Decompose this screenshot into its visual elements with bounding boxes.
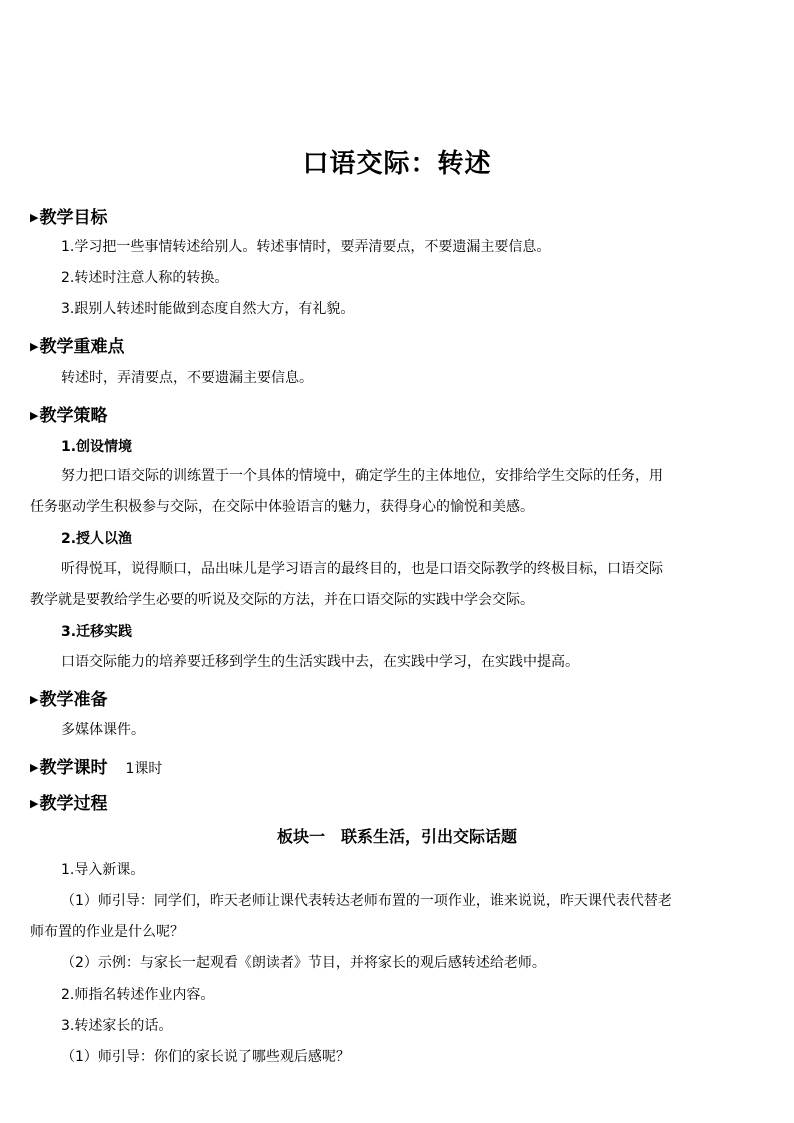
block-title: 板块一 联系生活，引出交际话题 — [276, 827, 517, 846]
strategy-sub-2: 2.授人以渔 — [61, 531, 133, 547]
prep-text: 多媒体课件。 — [61, 722, 145, 738]
triangle-bullet-icon: ▶ — [30, 340, 39, 353]
strategy-p3-line1: 口语交际能力的培养要迁移到学生的生活实践中去，在实践中学习，在实践中提高。 — [61, 654, 579, 670]
goal-item-2: 2.转述时注意人称的转换。 — [61, 270, 229, 286]
section-heading-goals: ▶教学目标 — [30, 208, 108, 228]
page-title: 口语交际：转述 — [302, 149, 492, 179]
section-heading-process: ▶教学过程 — [30, 794, 108, 814]
triangle-bullet-icon: ▶ — [30, 409, 39, 422]
triangle-bullet-icon: ▶ — [30, 797, 39, 810]
strategy-p2-line2: 教学就是要教给学生必要的听说及交际的方法，并在口语交际的实践中学会交际。 — [30, 592, 534, 608]
triangle-bullet-icon: ▶ — [30, 211, 39, 224]
key-text: 转述时，弄清要点，不要遗漏主要信息。 — [61, 370, 313, 386]
section-heading-strategy: ▶教学策略 — [30, 406, 108, 426]
process-line-3: （2）示例：与家长一起观看《朗读者》节目，并将家长的观后感转述给老师。 — [61, 955, 546, 971]
strategy-p1-line2: 任务驱动学生积极参与交际，在交际中体验语言的魅力，获得身心的愉悦和美感。 — [30, 499, 534, 515]
triangle-bullet-icon: ▶ — [30, 761, 39, 774]
process-line-2b: 师布置的作业是什么呢？ — [30, 924, 184, 940]
goal-item-1: 1.学习把一些事情转述给别人。转述事情时，要弄清要点，不要遗漏主要信息。 — [61, 239, 551, 255]
process-line-4: 2.师指名转述作业内容。 — [61, 987, 215, 1003]
process-line-1: 1.导入新课。 — [61, 862, 145, 878]
strategy-p2-line1: 听得悦耳，说得顺口，品出味儿是学习语言的最终目的，也是口语交际教学的终极目标，口语交际 — [61, 561, 663, 577]
strategy-sub-1: 1.创设情境 — [61, 439, 133, 455]
section-heading-hours: ▶教学课时 1课时 — [30, 758, 163, 778]
process-line-5: 3.转述家长的话。 — [61, 1018, 173, 1034]
section-heading-key: ▶教学重难点 — [30, 337, 125, 357]
process-line-6: （1）师引导：你们的家长说了哪些观后感呢？ — [61, 1049, 350, 1065]
process-line-2a: （1）师引导：同学们，昨天老师让课代表转达老师布置的一项作业，谁来说说，昨天课代表代替老 — [61, 893, 672, 909]
section-heading-prep: ▶教学准备 — [30, 690, 108, 710]
goal-item-3: 3.跟别人转述时能做到态度自然大方，有礼貌。 — [61, 301, 355, 317]
strategy-sub-3: 3.迁移实践 — [61, 624, 133, 640]
hours-value: 1课时 — [125, 761, 163, 777]
triangle-bullet-icon: ▶ — [30, 693, 39, 706]
strategy-p1-line1: 努力把口语交际的训练置于一个具体的情境中，确定学生的主体地位，安排给学生交际的任务，用 — [61, 468, 663, 484]
